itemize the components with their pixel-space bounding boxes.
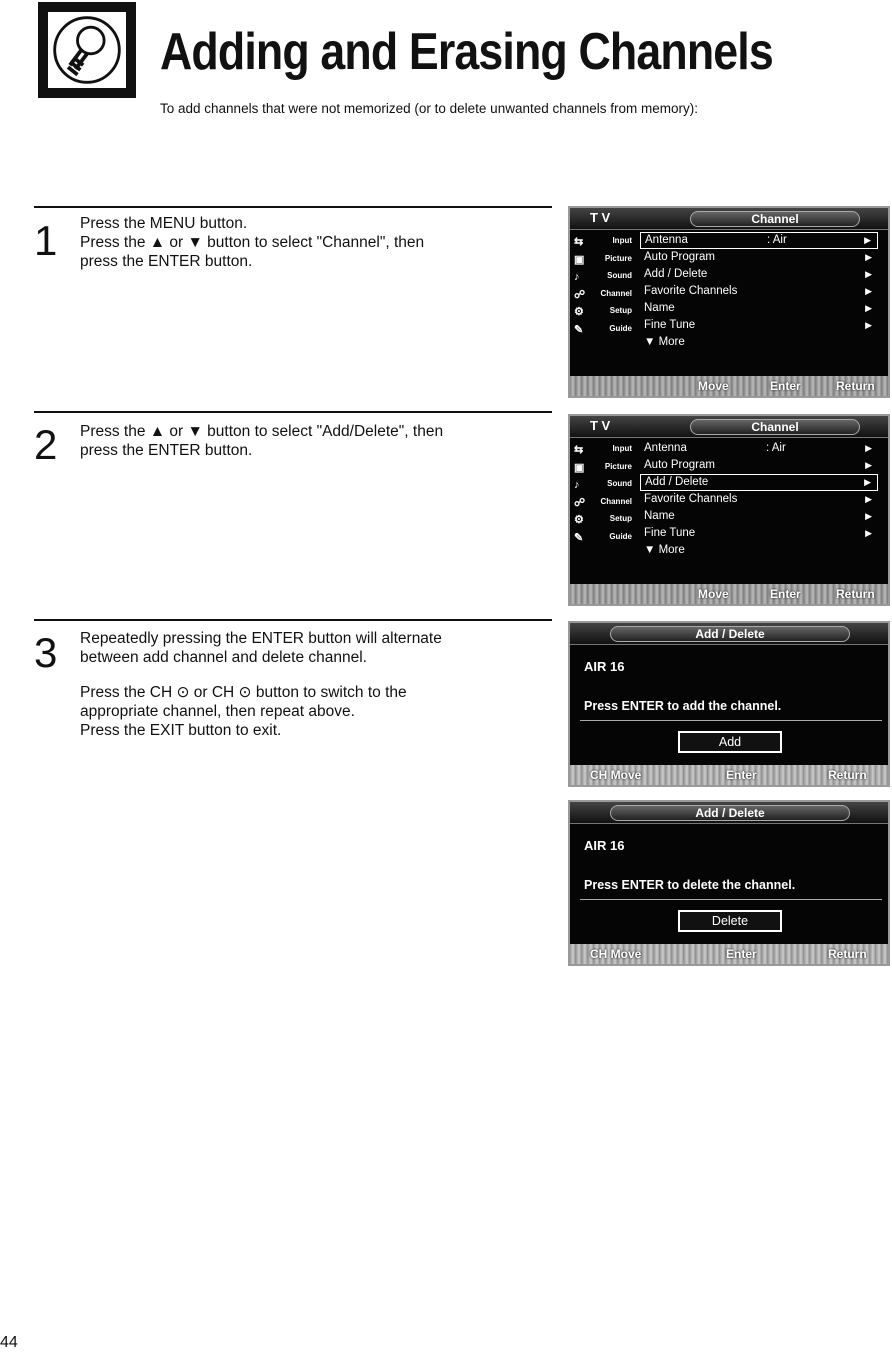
arrow-right-icon: ▶ — [865, 286, 872, 296]
osd-item-fine-tune[interactable]: Fine Tune ▶ — [640, 525, 878, 542]
osd-item-auto-program[interactable]: Auto Program ▶ — [640, 457, 878, 474]
osd-item-add-delete[interactable]: Add / Delete ▶ — [640, 474, 878, 491]
osd-title: Channel — [690, 211, 860, 227]
arrow-right-icon: ▶ — [865, 460, 872, 470]
osd-title: Channel — [690, 419, 860, 435]
osd-item-auto-program[interactable]: Auto Program ▶ — [640, 249, 878, 266]
step-2-text — [80, 422, 443, 460]
delete-button[interactable]: Delete — [678, 910, 782, 932]
arrow-right-icon: ▶ — [865, 320, 872, 330]
osd-help-bar — [570, 376, 888, 396]
arrow-right-icon: ▶ — [865, 303, 872, 313]
osd-item-antenna[interactable]: Antenna : Air ▶ — [640, 440, 878, 457]
osd-side-guide[interactable]: ✎ Guide — [570, 320, 638, 338]
input-icon: ⇆ — [574, 444, 584, 456]
osd-item-favorite[interactable]: Favorite Channels ▶ — [640, 491, 878, 508]
arrow-right-icon: ▶ — [865, 511, 872, 521]
osd-enter: Enter — [726, 947, 757, 961]
step-1-text — [80, 214, 424, 271]
osd-help-bar — [570, 944, 888, 964]
osd-side-input[interactable]: ⇆ Input — [570, 440, 638, 458]
osd-side-picture[interactable]: ▣ Picture — [570, 250, 638, 268]
tv-osd-channel-menu — [568, 206, 890, 398]
osd-enter: Enter — [770, 379, 801, 393]
osd-side-channel[interactable]: ☍ Channel — [570, 493, 638, 511]
osd-return: Return — [828, 947, 867, 961]
osd-ch-move: CH Move — [590, 768, 642, 782]
osd-move: Move — [698, 587, 729, 601]
step-line: Press the ▲ or ▼ button to select "Add/Delete", then — [80, 423, 444, 440]
osd-title: Add / Delete — [610, 805, 850, 821]
step-line: Press the MENU button. — [80, 215, 248, 232]
setup-icon: ⚙ — [574, 514, 584, 526]
page-title: Adding and Erasing Channels — [160, 23, 773, 81]
input-icon: ⇆ — [574, 236, 584, 248]
add-button[interactable]: Add — [678, 731, 782, 753]
step-line: Press the ▲ or ▼ button to select "Channel", then — [80, 234, 425, 251]
arrow-right-icon: ▶ — [865, 528, 872, 538]
osd-item-more[interactable]: ▼ More — [644, 544, 685, 556]
step-line: press the ENTER button. — [80, 253, 253, 270]
channel-icon: ☍ — [574, 496, 586, 509]
osd-item-name[interactable]: Name ▶ — [640, 300, 878, 317]
delete-message: Press ENTER to delete the channel. — [584, 878, 796, 892]
osd-move: Move — [698, 379, 729, 393]
osd-item-more[interactable]: ▼ More — [644, 336, 685, 348]
osd-side-picture[interactable]: ▣ Picture — [570, 458, 638, 476]
step-line: Press the EXIT button to exit. — [80, 722, 282, 739]
divider — [580, 899, 882, 900]
step-divider — [34, 411, 552, 413]
arrow-right-icon: ▶ — [864, 235, 871, 245]
tv-osd-channel-menu — [568, 414, 890, 606]
guide-icon: ✎ — [574, 323, 584, 336]
sound-icon: ♪ — [574, 271, 580, 283]
osd-return: Return — [836, 587, 875, 601]
osd-item-add-delete[interactable]: Add / Delete ▶ — [640, 266, 878, 283]
osd-return: Return — [828, 768, 867, 782]
picture-icon: ▣ — [574, 253, 585, 266]
step-number: 1 — [34, 217, 58, 264]
step-line: appropriate channel, then repeat above. — [80, 703, 355, 720]
arrow-right-icon: ▶ — [865, 269, 872, 279]
step-number: 3 — [34, 629, 58, 676]
arrow-right-icon: ▶ — [864, 477, 871, 487]
tv-osd-add-delete-add — [568, 621, 890, 787]
picture-icon: ▣ — [574, 461, 585, 474]
osd-help-bar — [570, 584, 888, 604]
osd-help-bar — [570, 765, 888, 785]
osd-return: Return — [836, 379, 875, 393]
osd-ch-move: CH Move — [590, 947, 642, 961]
step-line: between add channel and delete channel. — [80, 649, 367, 666]
osd-side-sound[interactable]: ♪ Sound — [570, 475, 638, 493]
osd-item-fine-tune[interactable]: Fine Tune ▶ — [640, 317, 878, 334]
step-line: press the ENTER button. — [80, 442, 253, 459]
osd-side-channel[interactable]: ☍ Channel — [570, 285, 638, 303]
step-divider — [34, 206, 552, 208]
sound-icon: ♪ — [574, 479, 580, 491]
arrow-right-icon: ▶ — [865, 494, 872, 504]
channel-label: AIR 16 — [584, 659, 625, 674]
arrow-right-icon: ▶ — [865, 252, 872, 262]
osd-tv-label: T V — [590, 210, 611, 225]
channel-label: AIR 16 — [584, 838, 625, 853]
osd-side-input[interactable]: ⇆ Input — [570, 232, 638, 250]
channel-icon: ☍ — [574, 288, 586, 301]
step-3-text — [80, 629, 442, 740]
osd-side-guide[interactable]: ✎ Guide — [570, 528, 638, 546]
arrow-right-icon: ▶ — [865, 443, 872, 453]
step-divider — [34, 619, 552, 621]
step-line: Repeatedly pressing the ENTER button will alternate — [80, 630, 442, 647]
osd-side-setup[interactable]: ⚙ Setup — [570, 510, 638, 528]
osd-title: Add / Delete — [610, 626, 850, 642]
add-message: Press ENTER to add the channel. — [584, 699, 782, 713]
tip-logo — [38, 2, 136, 98]
osd-item-favorite[interactable]: Favorite Channels ▶ — [640, 283, 878, 300]
page-subtitle: To add channels that were not memorized (or to delete unwanted channels from memory): — [160, 101, 699, 116]
osd-item-antenna[interactable]: Antenna : Air ▶ — [640, 232, 878, 249]
step-number: 2 — [34, 421, 58, 468]
osd-side-setup[interactable]: ⚙ Setup — [570, 302, 638, 320]
page-number: 44 — [0, 1334, 18, 1351]
osd-enter: Enter — [726, 768, 757, 782]
osd-side-sound[interactable]: ♪ Sound — [570, 267, 638, 285]
osd-item-name[interactable]: Name ▶ — [640, 508, 878, 525]
lightbulb-icon — [48, 12, 126, 88]
osd-enter: Enter — [770, 587, 801, 601]
divider — [580, 720, 882, 721]
step-line: Press the CH ⊙ or CH ⊙ button to switch to the — [80, 684, 407, 701]
setup-icon: ⚙ — [574, 306, 584, 318]
guide-icon: ✎ — [574, 531, 584, 544]
tv-osd-add-delete-delete — [568, 800, 890, 966]
osd-tv-label: T V — [590, 418, 611, 433]
